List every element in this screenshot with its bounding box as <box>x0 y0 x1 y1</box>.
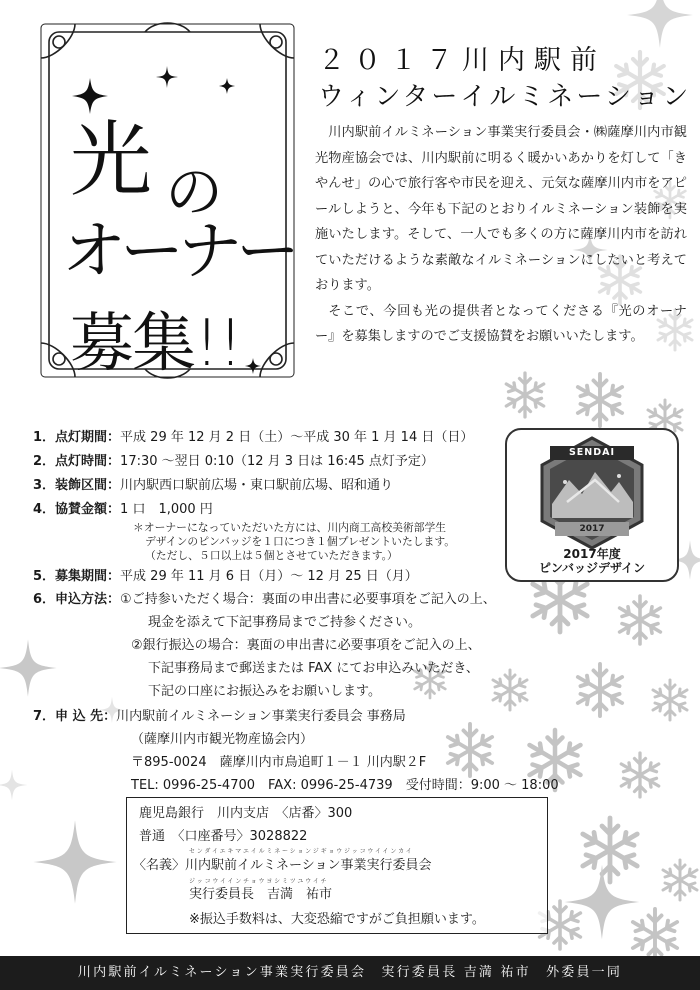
contact-phone-fax: TEL: 0996-25-4700 FAX: 0996-25-4739 受付時間：9:00 ～ 18:00 <box>131 778 559 793</box>
item-label: 1．点灯期間： <box>33 430 121 445</box>
bank-branch: 鹿児島銀行 川内支店 〈店番〉300 <box>139 806 353 821</box>
apply-line-2: 現金を添えて下記事務局までご持参ください。 <box>148 615 422 630</box>
logo-title-boshu: 募集!! <box>70 307 242 381</box>
apply-line-4: 下記事務局まで郵送または FAX にてお申込みいただき、 <box>148 661 479 676</box>
item-value: ①ご持参いただく場合：裏面の申出書に必要事項をご記入の上、 <box>120 592 496 607</box>
logo-title-owner: オーナー <box>62 215 294 289</box>
item-value: 川内駅前イルミネーション事業実行委員会 事務局 <box>116 709 406 724</box>
pin-badge-year: 2017 <box>579 524 605 534</box>
bank-holder-ruby: センダイエキマエイルミネーションジギョウジッコウイインカイ <box>189 848 414 855</box>
note-line-1: ＊オーナーになっていただいた方には、川内商工高校美術部学生 <box>133 521 447 534</box>
item-value: 1 口 1,000 円 <box>120 502 213 517</box>
item-period <box>33 428 473 448</box>
item-area <box>33 476 393 496</box>
intro-paragraph-1: 川内駅前イルミネーション事業実行委員会・㈱薩摩川内市観光物産協会では、川内駅前に明るく暖かいあかりを灯して「きやんせ」の心で旅行客や市民を迎え、元気な薩摩川内市をアピールしようと、今年も下記のとおりイルミネーション装飾を実施いたします。そして、一人でも多くの方に薩摩川内市を訪れていただけるような素敵なイルミネーションにしたいと考えております。 <box>315 125 687 293</box>
note-line-2: デザインのピンバッジを１口につき１個プレゼントいたします。 <box>145 535 456 548</box>
headline-illumination: ウィンターイルミネーション <box>318 82 692 112</box>
item-label: 2．点灯時間： <box>33 454 121 469</box>
intro-text <box>315 120 687 350</box>
apply-line-5: 下記の口座にお振込みをお願いします。 <box>148 684 381 699</box>
bank-chairperson: 実行委員長 吉満 祐市 <box>189 887 333 902</box>
item-value: 平成 29 年 11 月 6 日（月）～ 12 月 25 日（月） <box>120 569 418 584</box>
pin-badge-top-text: SENDAI <box>568 447 616 458</box>
item-label: 4．協賛金額： <box>33 502 121 517</box>
item-label: 5．募集期間： <box>33 569 121 584</box>
item-amount <box>33 500 213 520</box>
pin-badge-panel <box>505 428 679 582</box>
bank-account-box <box>126 797 548 934</box>
bank-fee-note: ※振込手数料は、大変恐縮ですがご負担願います。 <box>189 912 485 927</box>
item-apply-method <box>33 590 496 610</box>
footer-bar: 川内駅前イルミネーション事業実行委員会 実行委員長 吉満 祐市 外委員一同 <box>0 956 700 990</box>
bank-chair-ruby: ジッコウイインチョウヨシミツユウイチ <box>189 878 329 885</box>
logo-title-hikari: 光 <box>70 113 155 208</box>
item-value: 17:30 ～翌日 0:10（12 月 3 日は 16:45 点灯予定） <box>120 454 434 469</box>
headline-year-station: ２０１７川内駅前 <box>318 45 606 76</box>
badge-caption-year: 2017年度 <box>563 547 621 561</box>
note-line-3: （ただし、５口以上は５個とさせていただきます。） <box>145 549 398 562</box>
item-value: 川内駅西口駅前広場・東口駅前広場、昭和通り <box>120 478 394 493</box>
bank-account-number: 普通 〈口座番号〉3028822 <box>139 829 308 844</box>
apply-line-3: ②銀行振込の場合：裏面の申出書に必要事項をご記入の上、 <box>131 638 481 653</box>
item-value: 平成 29 年 12 月 2 日（土）～平成 30 年 1 月 14 日（日） <box>120 430 474 445</box>
contact-line-2: （薩摩川内市観光物産協会内） <box>131 732 314 747</box>
item-contact <box>33 707 406 727</box>
bank-holder: 〈名義〉川内駅前イルミネーション事業実行委員会 <box>133 858 432 873</box>
item-recruit-period <box>33 567 418 587</box>
badge-caption-design: ピンバッジデザイン <box>538 561 646 575</box>
item-label: 3．装飾区間： <box>33 478 121 493</box>
intro-paragraph-2: そこで、今回も光の提供者となってくださる『光のオーナー』を募集しますのでご支援協賛をお願いいたします。 <box>315 303 687 344</box>
item-label: 6．申込方法： <box>33 592 121 607</box>
item-label: 7．申 込 先： <box>33 709 117 724</box>
logo-title-no: の <box>165 158 224 226</box>
item-hours <box>33 452 434 472</box>
contact-address: 〒895-0024 薩摩川内市鳥追町１－１ 川内駅２F <box>131 755 427 770</box>
